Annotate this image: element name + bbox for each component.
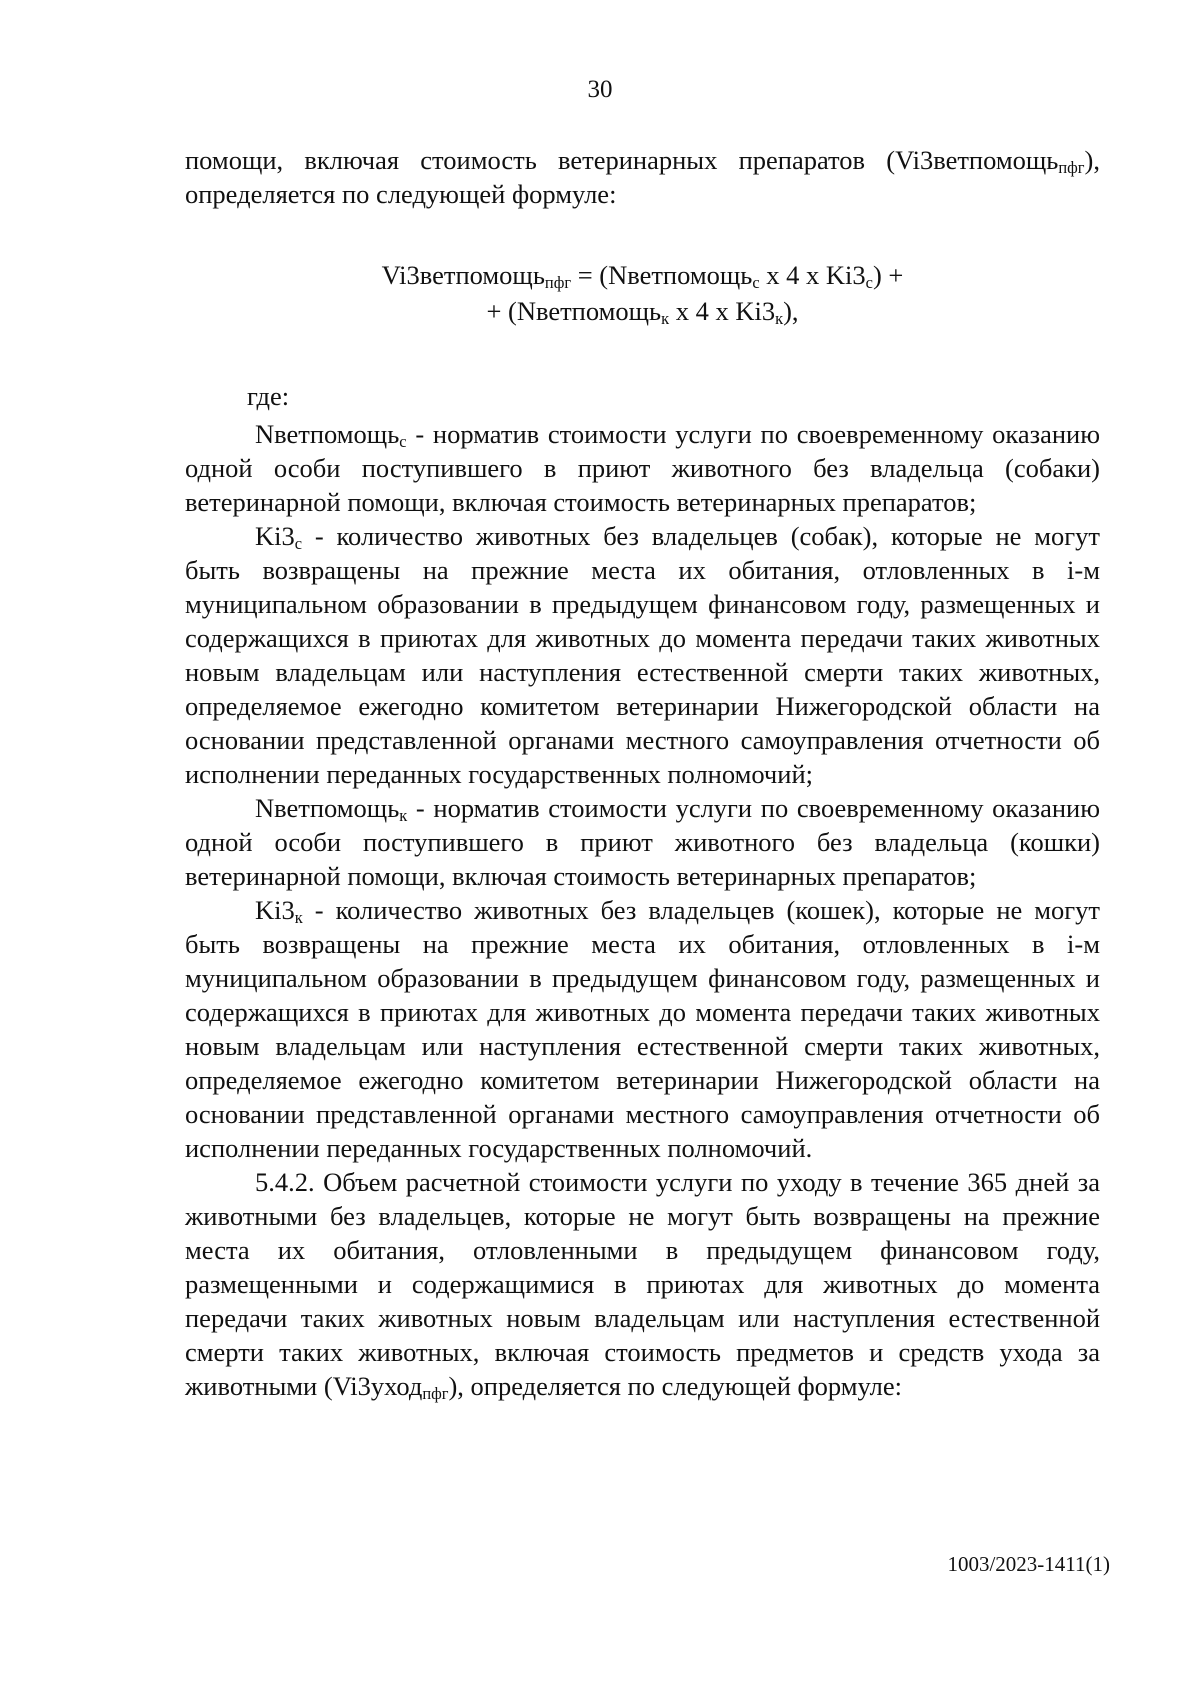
definition-paragraph	[185, 893, 1100, 1165]
definition-paragraph	[185, 791, 1100, 893]
formula-subscript: к	[661, 309, 670, 328]
formula-subscript: с	[752, 273, 760, 292]
section-text-after: ), определяется по следующей формуле:	[448, 1371, 902, 1401]
formula-term: Vi3ветпомощь	[381, 260, 545, 290]
definition-term: Nветпомощь	[255, 419, 400, 449]
definition-subscript: с	[399, 432, 407, 451]
definition-term: Ki3	[255, 521, 295, 551]
formula-line-1	[185, 257, 1100, 293]
formula-subscript: с	[865, 273, 873, 292]
formula-block	[185, 257, 1100, 329]
section-text-before: Объем расчетной стоимости услуги по уходу в течение 365 дней за животными без владельцев, которые не могут быть возвращены на прежние места их обитания, отловленными в предыдущем финансовом году, размещенными и содержащимися в приютах для животных до момента передачи таких животных новым владельцам или наступления естественной смерти таких животных, включая стоимость предметов и средств ухода за животными (Vi3уход	[185, 1167, 1100, 1401]
definition-paragraph	[185, 417, 1100, 519]
page-number: 30	[587, 76, 613, 103]
intro-text-before: помощи, включая стоимость ветеринарных препаратов (Vi3ветпомощь	[185, 145, 1059, 175]
formula-line-2	[185, 293, 1100, 329]
formula-term: ),	[783, 296, 799, 326]
formula-term: ) +	[872, 260, 904, 290]
page-content	[185, 143, 1100, 1403]
definition-text: - норматив стоимости услуги по своевременному оказанию одной особи поступившего в приют животного без владельца (собаки) ветеринарной помощи, включая стоимость ветеринарных препаратов;	[185, 419, 1100, 517]
definition-paragraph	[185, 519, 1100, 791]
definition-subscript: к	[399, 806, 408, 825]
definition-text: - количество животных без владельцев (кошек), которые не могут быть возвращены на прежние места их обитания, отловленных в i-м муниципальном образовании в предыдущем финансовом году, размещенных и содержащихся в приютах для животных до момента передачи таких животных новым владельцам или наступления естественной смерти таких животных, определяемое ежегодно комитетом ветеринарии Нижегородской области на основании представленной органами местного самоуправления отчетности об исполнении переданных государственных полномочий.	[185, 895, 1100, 1163]
formula-term: + (Nветпомощь	[486, 296, 662, 326]
definition-term: Nветпомощь	[255, 793, 400, 823]
intro-subscript: пфг	[1058, 158, 1085, 177]
intro-text-after: ), определяется по следующей формуле:	[185, 145, 1100, 209]
formula-subscript: к	[775, 309, 784, 328]
intro-paragraph	[185, 143, 1100, 211]
section-subscript: пфг	[422, 1384, 449, 1403]
definition-text: - норматив стоимости услуги по своевременному оказанию одной особи поступившего в приют животного без владельца (кошки) ветеринарной помощи, включая стоимость ветеринарных препаратов;	[185, 793, 1100, 891]
definition-text: - количество животных без владельцев (собак), которые не могут быть возвращены на прежние места их обитания, отловленных в i-м муниципальном образовании в предыдущем финансовом году, размещенных и содержащихся в приютах для животных до момента передачи таких животных новым владельцам или наступления естественной смерти таких животных, определяемое ежегодно комитетом ветеринарии Нижегородской области на основании представленной органами местного самоуправления отчетности об исполнении переданных государственных полномочий;	[185, 521, 1100, 789]
document-code: 1003/2023-1411(1)	[947, 1552, 1110, 1576]
definition-term: Ki3	[255, 895, 295, 925]
formula-term: x 4 x Ki3	[759, 260, 866, 290]
where-label: где:	[247, 381, 290, 411]
formula-term: = (Nветпомощь	[571, 260, 753, 290]
section-paragraph	[185, 1165, 1100, 1403]
formula-term: x 4 x Ki3	[669, 296, 776, 326]
definition-subscript: к	[294, 908, 303, 927]
formula-subscript: пфг	[544, 273, 572, 292]
section-number: 5.4.2.	[255, 1167, 315, 1197]
definition-subscript: с	[294, 534, 303, 553]
